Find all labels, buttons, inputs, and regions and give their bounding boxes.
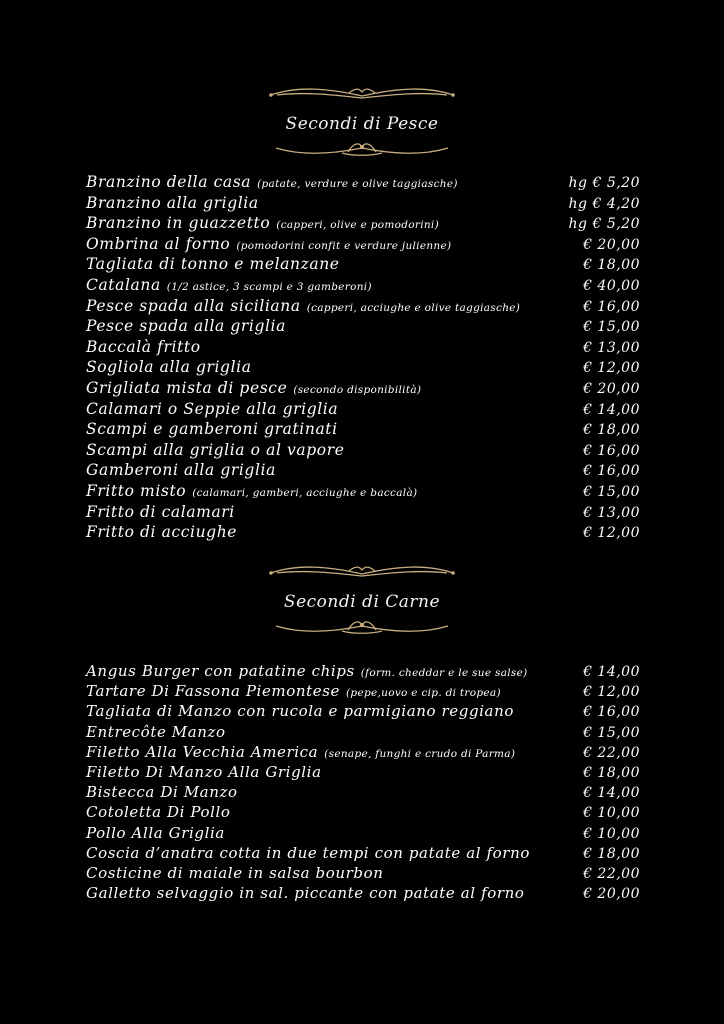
dish-note: (secondo disponibilità) xyxy=(293,383,422,396)
menu-item xyxy=(86,357,640,378)
dish-name: Coscia d’anatra cotta in due tempi con patate al forno xyxy=(86,843,530,862)
dish-note: (pomodorini confit e verdure julienne) xyxy=(236,239,452,252)
dish-name: Galletto selvaggio in sal. piccante con patate al forno xyxy=(86,884,525,903)
dish-price: € 15,00 xyxy=(583,319,640,336)
pesce-header xyxy=(0,84,724,162)
menu-item-left xyxy=(86,337,201,356)
dish-price: € 15,00 xyxy=(583,724,640,741)
carne-header xyxy=(0,562,724,640)
dish-name: Ombrina al forno xyxy=(86,234,231,253)
dish-name: Scampi e gamberoni gratinati xyxy=(86,420,338,439)
dish-note: (calamari, gamberi, acciughe e baccalà) xyxy=(192,486,418,499)
dish-price: € 12,00 xyxy=(583,684,640,701)
dish-name: Scampi alla griglia o al vapore xyxy=(86,440,345,459)
menu-item-left xyxy=(86,316,286,335)
dish-price: hg € 4,20 xyxy=(568,195,640,212)
menu-item xyxy=(86,681,640,701)
dish-price: hg € 5,20 xyxy=(568,175,640,191)
menu-item xyxy=(86,782,640,802)
menu-item xyxy=(86,378,640,399)
dish-price: € 14,00 xyxy=(583,664,640,680)
dish-name: Branzino alla griglia xyxy=(86,193,259,212)
dish-name: Pesce spada alla siciliana xyxy=(86,296,301,315)
dish-name: Pesce spada alla griglia xyxy=(86,317,286,336)
menu-item-left xyxy=(86,172,458,191)
dish-price: € 16,00 xyxy=(583,298,640,315)
menu-item xyxy=(86,316,640,337)
menu-item-left xyxy=(86,522,237,541)
dish-name: Gamberoni alla griglia xyxy=(86,461,276,480)
menu-item-left xyxy=(86,762,322,781)
menu-item xyxy=(86,399,640,420)
dish-name: Angus Burger con patatine chips xyxy=(86,662,355,680)
menu-item-left xyxy=(86,399,338,418)
ornament-bottom-icon xyxy=(272,140,452,162)
menu-item xyxy=(86,722,640,742)
menu-item xyxy=(86,823,640,843)
menu-item xyxy=(86,863,640,883)
menu-item-left xyxy=(86,843,530,862)
menu-item-left xyxy=(86,357,252,376)
dish-note: (form. cheddar e le sue salse) xyxy=(360,667,528,679)
menu-item-left xyxy=(86,440,344,459)
dish-price: € 15,00 xyxy=(583,483,640,500)
menu-item xyxy=(86,481,640,502)
menu-item-left xyxy=(86,681,501,700)
dish-price: hg € 5,20 xyxy=(568,216,640,233)
dish-name: Bistecca Di Manzo xyxy=(86,783,238,802)
dish-price: € 40,00 xyxy=(583,277,640,294)
menu-item-left xyxy=(86,722,226,741)
menu-item-left xyxy=(86,254,340,273)
menu-item-left xyxy=(86,234,451,253)
dish-price: € 20,00 xyxy=(583,380,640,397)
dish-price: € 10,00 xyxy=(583,825,640,842)
dish-price: € 14,00 xyxy=(583,401,640,418)
dish-name: Branzino della casa xyxy=(86,173,252,191)
menu-item xyxy=(86,802,640,822)
dish-note: (patate, verdure e olive taggiasche) xyxy=(257,178,458,190)
ornament-top-icon xyxy=(267,84,457,106)
menu-item xyxy=(86,193,640,214)
dish-price: € 22,00 xyxy=(583,865,640,882)
ornament-top-icon xyxy=(267,562,457,584)
dish-name: Entrecôte Manzo xyxy=(86,722,226,741)
menu-item-left xyxy=(86,481,417,500)
menu-item xyxy=(86,460,640,481)
dish-price: € 13,00 xyxy=(583,339,640,356)
menu-item-left xyxy=(86,782,238,801)
dish-name: Costicine di maiale in salsa bourbon xyxy=(86,863,384,882)
dish-name: Calamari o Seppie alla griglia xyxy=(86,399,339,418)
dish-name: Fritto misto xyxy=(86,481,187,500)
menu-item-left xyxy=(86,419,338,438)
menu-item-left xyxy=(86,460,276,479)
dish-price: € 20,00 xyxy=(583,886,640,903)
dish-price: € 18,00 xyxy=(583,257,640,274)
dish-price: € 14,00 xyxy=(583,785,640,802)
menu-item-left xyxy=(86,193,259,212)
menu-item xyxy=(86,843,640,863)
menu-item-left xyxy=(86,742,515,761)
menu-item-left xyxy=(86,661,528,680)
menu-item xyxy=(86,275,640,296)
menu-item xyxy=(86,440,640,461)
menu-item xyxy=(86,234,640,255)
menu-item-left xyxy=(86,296,520,315)
pesce-title: Secondi di Pesce xyxy=(285,114,439,134)
dish-name: Tagliata di tonno e melanzane xyxy=(86,255,340,274)
menu-item xyxy=(86,172,640,193)
menu-item xyxy=(86,213,640,234)
dish-price: € 18,00 xyxy=(583,764,640,781)
menu-item xyxy=(86,337,640,358)
dish-price: € 16,00 xyxy=(583,704,640,721)
dish-name: Grigliata mista di pesce xyxy=(86,378,288,397)
dish-price: € 20,00 xyxy=(583,236,640,253)
menu-item-left xyxy=(86,275,372,294)
dish-name: Pollo Alla Griglia xyxy=(86,823,225,842)
dish-price: € 16,00 xyxy=(583,442,640,459)
menu-item-left xyxy=(86,213,439,232)
menu-item-left xyxy=(86,502,235,521)
menu-item-left xyxy=(86,883,525,902)
carne-title: Secondi di Carne xyxy=(283,592,441,612)
menu-item xyxy=(86,522,640,543)
dish-price: € 18,00 xyxy=(583,422,640,439)
dish-note: (1/2 astice, 3 scampi e 3 gamberoni) xyxy=(166,280,372,293)
dish-name: Fritto di acciughe xyxy=(86,523,238,542)
dish-name: Tagliata di Manzo con rucola e parmigiano reggiano xyxy=(86,702,514,721)
dish-note: (pepe,uovo e cip. di tropea) xyxy=(346,687,501,700)
dish-price: € 16,00 xyxy=(583,463,640,480)
dish-name: Filetto Alla Vecchia America xyxy=(86,742,319,761)
dish-name: Cotoletta Di Pollo xyxy=(86,803,231,822)
carne-menu-list xyxy=(86,661,640,903)
menu-item xyxy=(86,762,640,782)
menu-item-left xyxy=(86,823,225,842)
ornament-bottom-icon xyxy=(272,618,452,640)
menu-item xyxy=(86,254,640,275)
dish-name: Baccalà fritto xyxy=(86,337,201,356)
pesce-menu-list xyxy=(86,172,640,543)
menu-item xyxy=(86,502,640,523)
dish-price: € 10,00 xyxy=(583,805,640,822)
menu-item-left xyxy=(86,701,514,720)
dish-name: Sogliola alla griglia xyxy=(86,358,252,377)
dish-price: € 13,00 xyxy=(583,504,640,521)
dish-note: (senape, funghi e crudo di Parma) xyxy=(324,747,516,760)
dish-name: Branzino in guazzetto xyxy=(86,214,271,233)
menu-item xyxy=(86,661,640,681)
menu-item-left xyxy=(86,378,421,397)
dish-note: (capperi, olive e pomodorini) xyxy=(276,219,439,232)
dish-name: Catalana xyxy=(86,275,161,294)
dish-price: € 12,00 xyxy=(583,525,640,542)
menu-item-left xyxy=(86,802,231,821)
menu-item-left xyxy=(86,863,383,882)
dish-price: € 12,00 xyxy=(583,360,640,377)
menu-item xyxy=(86,419,640,440)
dish-name: Fritto di calamari xyxy=(86,502,235,521)
menu-item xyxy=(86,701,640,721)
dish-name: Tartare Di Fassona Piemontese xyxy=(86,682,341,701)
menu-item xyxy=(86,296,640,317)
dish-note: (capperi, acciughe e olive taggiasche) xyxy=(306,301,521,314)
dish-name: Filetto Di Manzo Alla Griglia xyxy=(86,762,322,781)
dish-price: € 18,00 xyxy=(583,845,640,862)
dish-price: € 22,00 xyxy=(583,744,640,761)
menu-item xyxy=(86,883,640,903)
menu-item xyxy=(86,742,640,762)
